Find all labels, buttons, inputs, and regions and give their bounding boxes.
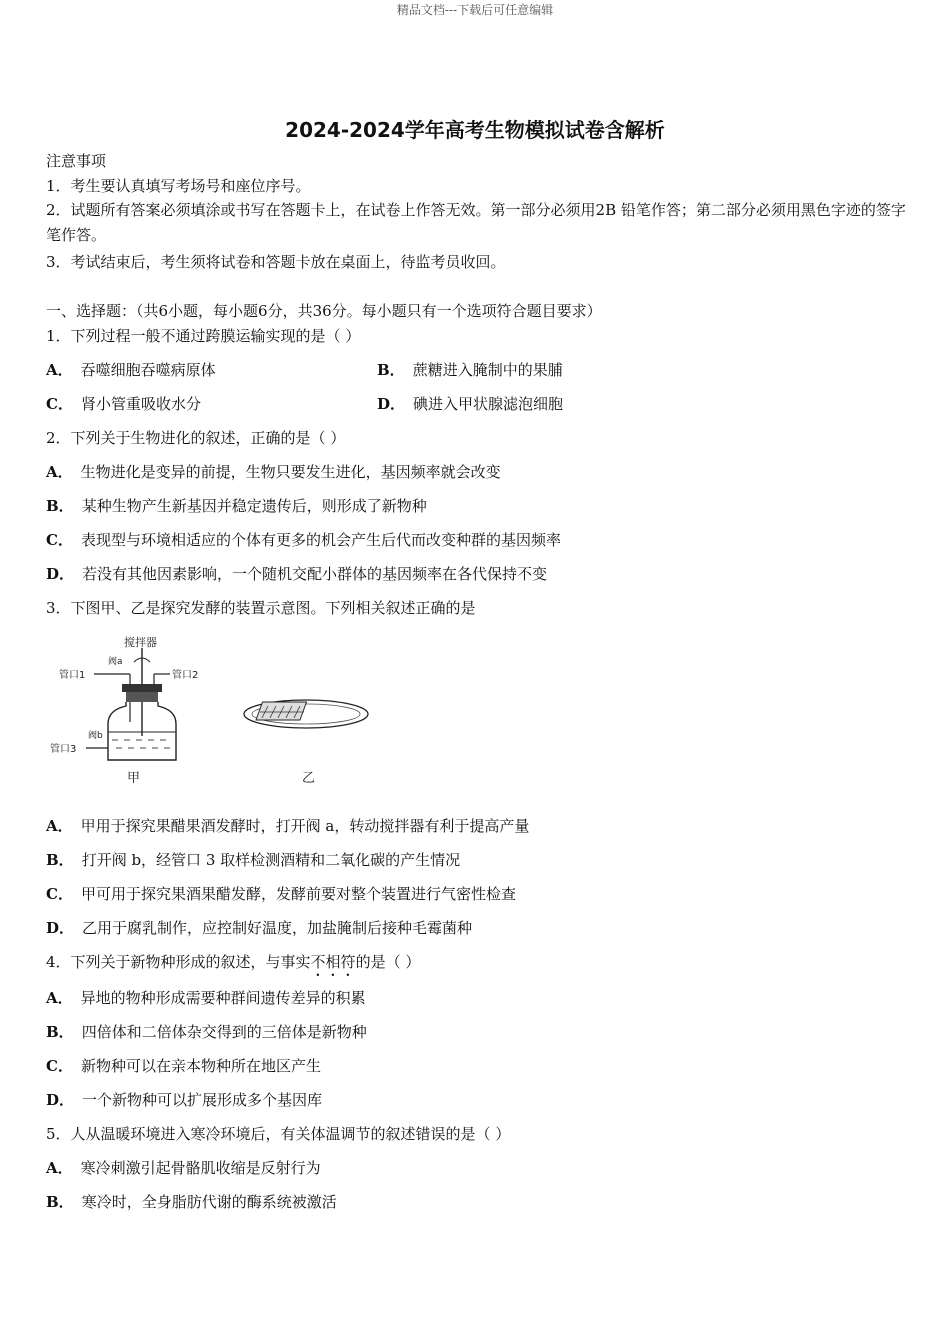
option-text: 甲可用于探究果酒果醋发酵，发酵前要对整个装置进行气密性检查 — [80, 885, 516, 903]
option-text: 肾小管重吸收水分 — [80, 395, 201, 413]
q2-option-a — [46, 462, 501, 482]
option-text: 打开阀 b，经管口 3 取样检测酒精和二氧化碳的产生情况 — [81, 851, 461, 869]
q2-stem: 2．下列关于生物进化的叙述，正确的是（ ） — [46, 429, 346, 447]
q3-option-d — [46, 918, 472, 938]
option-text: 甲用于探究果醋果酒发酵时，打开阀 a，转动搅拌器有利于提高产量 — [80, 817, 530, 835]
option-letter: C． — [46, 885, 73, 903]
fermentation-apparatus-figure — [46, 632, 386, 792]
q4-option-c — [46, 1056, 321, 1076]
option-letter: B． — [377, 361, 405, 379]
q2-option-b — [46, 496, 427, 516]
option-letter: A． — [46, 817, 73, 835]
option-letter: C． — [46, 1057, 73, 1075]
q3-option-a — [46, 816, 529, 836]
option-letter: C． — [46, 531, 73, 549]
valve-a-label: 阀a — [108, 657, 123, 667]
port-3-label: 管口3 — [50, 744, 77, 755]
option-text: 一个新物种可以扩展形成多个基因库 — [82, 1091, 323, 1109]
q4-option-a — [46, 988, 366, 1008]
notice-item-1: 1．考生要认真填写考场号和座位序号。 — [46, 177, 311, 195]
option-text: 四倍体和二倍体杂交得到的三倍体是新物种 — [81, 1023, 367, 1041]
q4-stem-after: 的是（ ） — [355, 953, 421, 971]
option-letter: A． — [46, 361, 73, 379]
option-letter: B． — [46, 497, 74, 515]
q4-stem — [46, 952, 420, 980]
option-letter: D． — [46, 1091, 75, 1109]
page-title: 2024-2024学年高考生物模拟试卷含解析 — [285, 118, 665, 142]
liquid-dashes — [112, 740, 170, 748]
port-1-label: 管口1 — [59, 670, 86, 681]
option-letter: A． — [46, 463, 73, 481]
q3-option-c — [46, 884, 516, 904]
valve-b-label: 阀b — [88, 731, 103, 741]
option-text: 新物种可以在亲本物种所在地区产生 — [80, 1057, 321, 1075]
label-yi: 乙 — [302, 771, 316, 786]
section-heading: 一、选择题：（共6小题，每小题6分，共36分。每小题只有一个选项符合题目要求） — [46, 302, 602, 320]
option-letter: D． — [46, 919, 75, 937]
option-text: 某种生物产生新基因并稳定遗传后，则形成了新物种 — [81, 497, 427, 515]
q4-option-b — [46, 1022, 367, 1042]
option-letter: D． — [46, 565, 75, 583]
option-text: 蔗糖进入腌制中的果脯 — [412, 361, 563, 379]
notice-heading: 注意事项 — [46, 152, 107, 170]
option-text: 碘进入甲状腺滤泡细胞 — [413, 395, 564, 413]
page-header: 精品文档---下载后可任意编辑 — [396, 3, 554, 17]
notice-item-3: 3．考试结束后，考生须将试卷和答题卡放在桌面上，待监考员收回。 — [46, 253, 506, 271]
q3-stem: 3．下图甲、乙是探究发酵的装置示意图。下列相关叙述正确的是 — [46, 599, 476, 617]
option-text: 寒冷刺激引起骨骼肌收缩是反射行为 — [80, 1159, 321, 1177]
fermentation-apparatus-svg — [46, 632, 386, 792]
option-text: 若没有其他因素影响，一个随机交配小群体的基因频率在各代保持不变 — [82, 565, 548, 583]
q1-option-a — [46, 360, 216, 380]
option-text: 生物进化是变异的前提，生物只要发生进化，基因频率就会改变 — [80, 463, 501, 481]
q2-option-d — [46, 564, 547, 584]
option-text: 异地的物种形成需要种群间遗传差异的积累 — [80, 989, 366, 1007]
label-jia: 甲 — [127, 771, 141, 786]
option-text: 乙用于腐乳制作，应控制好温度，加盐腌制后接种毛霉菌种 — [82, 919, 473, 937]
q1-stem: 1．下列过程一般不通过跨膜运输实现的是（ ） — [46, 327, 361, 345]
q5-option-a — [46, 1158, 321, 1178]
q1-option-b — [377, 360, 563, 380]
q5-stem: 5．人从温暖环境进入寒冷环境后，有关体温调节的叙述错误的是（ ） — [46, 1125, 511, 1143]
option-text: 寒冷时，全身脂肪代谢的酶系统被激活 — [81, 1193, 337, 1211]
option-letter: A． — [46, 1159, 73, 1177]
q5-option-b — [46, 1192, 337, 1212]
option-text: 吞噬细胞吞噬病原体 — [80, 361, 216, 379]
stopper-bottom — [126, 692, 158, 702]
option-letter: B． — [46, 1023, 74, 1041]
option-letter: B． — [46, 851, 74, 869]
port-2-label: 管口2 — [172, 670, 199, 681]
q3-option-b — [46, 850, 460, 870]
stopper-top — [122, 684, 162, 692]
q1-option-d — [377, 394, 563, 414]
option-letter: D． — [377, 395, 406, 413]
notice-item-2: 2．试题所有答案必须填涂或书写在答题卡上，在试卷上作答无效。第一部分必须用2B 铅笔作答；第二部分必须用黑色字迹的签字笔作答。 — [46, 201, 906, 244]
q4-stem-emphasis: 不相符 — [310, 953, 356, 971]
option-letter: A． — [46, 989, 73, 1007]
q4-stem-before: 4．下列关于新物种形成的叙述，与事实 — [46, 953, 311, 971]
option-text: 表现型与环境相适应的个体有更多的机会产生后代而改变种群的基因频率 — [80, 531, 561, 549]
option-letter: C． — [46, 395, 73, 413]
q1-option-c — [46, 394, 201, 414]
q4-option-d — [46, 1090, 322, 1110]
stirrer-label: 搅拌器 — [124, 636, 157, 649]
option-letter: B． — [46, 1193, 74, 1211]
q2-option-c — [46, 530, 561, 550]
